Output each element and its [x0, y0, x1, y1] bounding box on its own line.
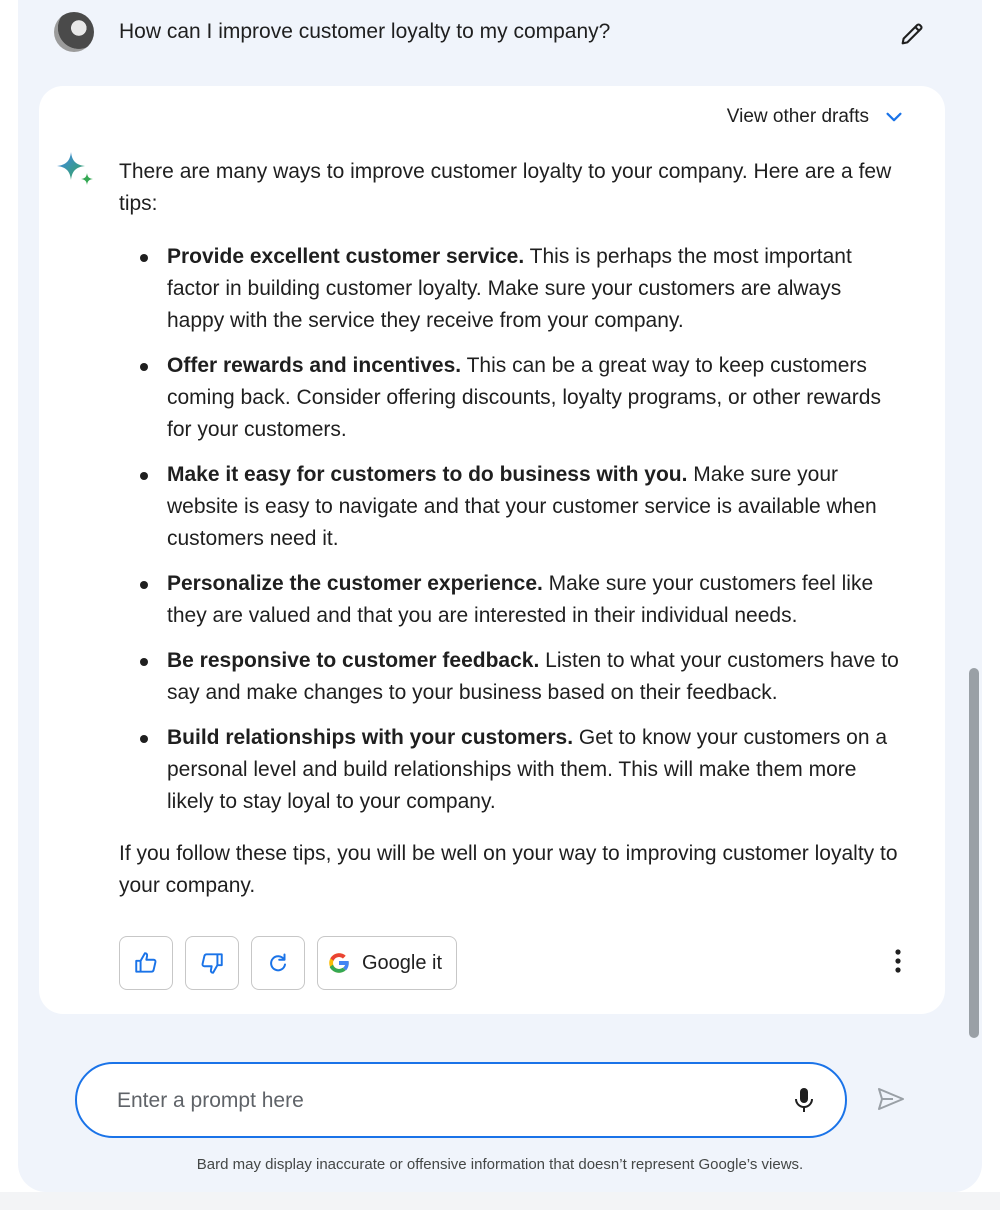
refresh-icon: [266, 951, 290, 975]
thumbs-up-button[interactable]: [119, 936, 173, 990]
bard-sparkle-icon: [55, 150, 99, 194]
tip-item: [119, 568, 899, 632]
tip-title: Be responsive to customer feedback.: [167, 649, 540, 672]
response-body: [119, 156, 899, 902]
user-avatar-icon: [54, 12, 94, 52]
tip-item: [119, 241, 899, 337]
more-options-button[interactable]: [881, 944, 915, 978]
chevron-down-icon: [883, 106, 905, 128]
google-it-button[interactable]: [317, 936, 457, 990]
chat-app: [18, 0, 982, 1192]
voice-input-button[interactable]: [788, 1084, 820, 1116]
thumbs-down-button[interactable]: [185, 936, 239, 990]
tip-item: [119, 722, 899, 818]
tips-list: [119, 241, 899, 818]
tip-title: Personalize the customer experience.: [167, 572, 543, 595]
response-actions: [119, 936, 457, 990]
tip-body: Listen to what your customers have to say and make changes to your business based on their feedback.: [167, 649, 899, 704]
tip-body: Make sure your website is easy to navigate and that your customer service is available when customers need it.: [167, 463, 877, 550]
google-logo-icon: [326, 950, 352, 976]
thumbs-up-icon: [133, 950, 159, 976]
edit-prompt-button[interactable]: [894, 16, 930, 52]
response-intro: There are many ways to improve customer loyalty to your company. Here are a few tips:: [119, 160, 892, 215]
tip-title: Provide excellent customer service.: [167, 245, 525, 268]
user-prompt-text: How can I improve customer loyalty to my company?: [119, 20, 611, 43]
view-other-drafts-label: View other drafts: [726, 106, 869, 127]
disclaimer-text: Bard may display inaccurate or offensive information that doesn’t represent Google’s views.: [196, 1156, 804, 1173]
regenerate-button[interactable]: [251, 936, 305, 990]
google-it-label: Google it: [362, 951, 443, 974]
tip-title: Make it easy for customers to do business with you.: [167, 463, 688, 486]
send-icon: [876, 1086, 906, 1112]
pencil-icon: [898, 20, 926, 48]
microphone-icon: [792, 1086, 816, 1114]
send-button[interactable]: [874, 1082, 908, 1116]
response-card: [39, 86, 945, 1014]
more-vert-icon: [894, 948, 902, 974]
view-other-drafts-button[interactable]: [727, 106, 905, 128]
tip-item: [119, 459, 899, 555]
thumbs-down-icon: [199, 950, 225, 976]
tip-body: This is perhaps the most important factor in building customer loyalty. Make sure your customers are always happy with the service they receive from your company.: [167, 245, 852, 332]
tip-title: Build relationships with your customers.: [167, 726, 574, 749]
response-outro: If you follow these tips, you will be well on your way to improving customer loyalty to your company.: [119, 842, 898, 897]
page-bottom-strip: [0, 1192, 1000, 1210]
tip-body: Get to know your customers on a personal level and build relationships with them. This will make them more likely to stay loyal to your company.: [167, 726, 888, 813]
tip-item: [119, 350, 899, 446]
prompt-input[interactable]: [117, 1084, 757, 1118]
scrollbar-thumb[interactable]: [969, 668, 979, 1038]
tip-item: [119, 645, 899, 709]
tip-title: Offer rewards and incentives.: [167, 354, 462, 377]
prompt-input-box: [75, 1062, 847, 1138]
tip-body: Make sure your customers feel like they are valued and that you are interested in their individual needs.: [167, 572, 874, 627]
tip-body: This can be a great way to keep customers coming back. Consider offering discounts, loyalty programs, or other rewards for your customers.: [167, 354, 881, 441]
user-prompt-row: [18, 0, 982, 72]
